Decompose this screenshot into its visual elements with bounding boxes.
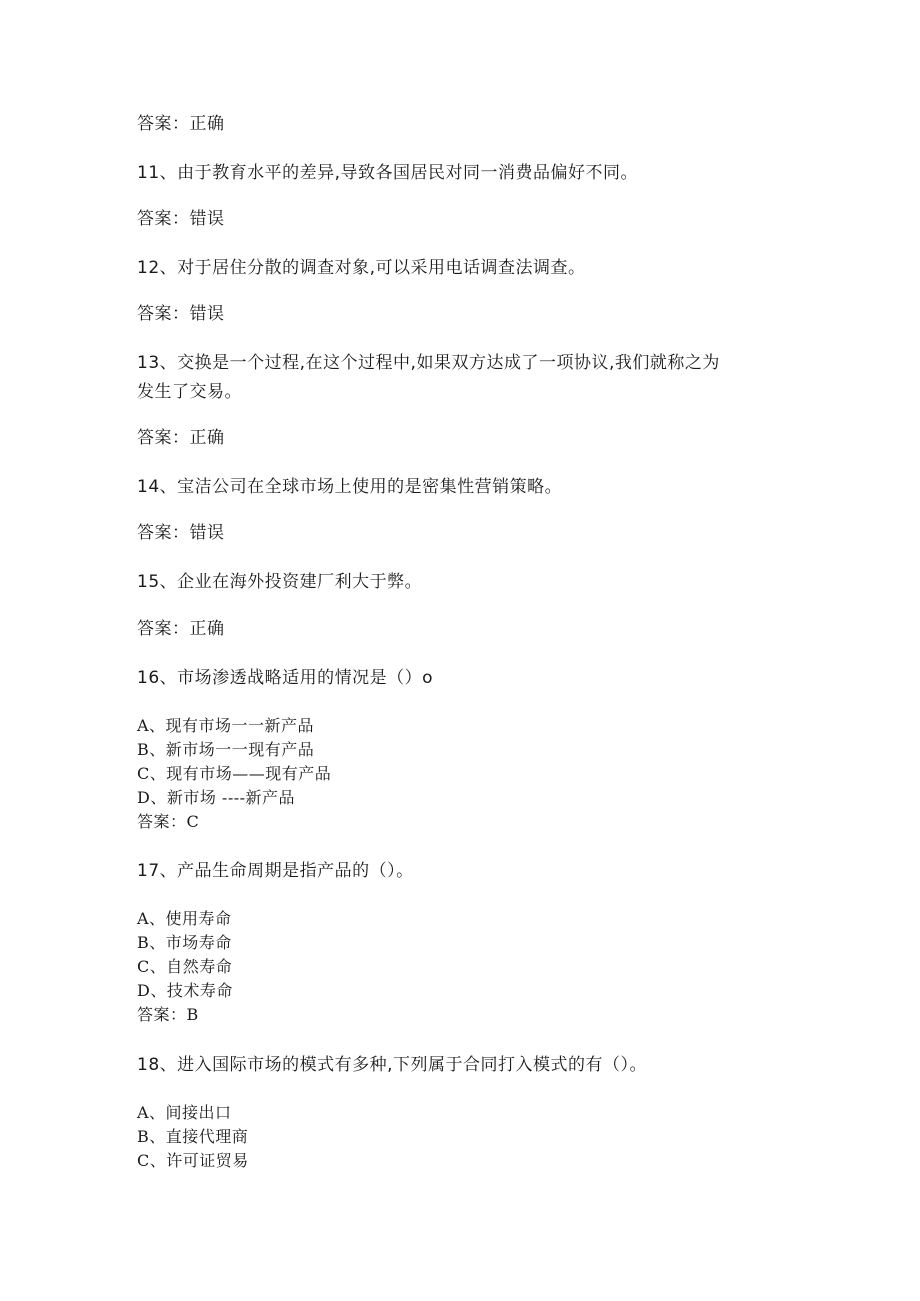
question-16-option-b: B、新市场一一现有产品: [137, 740, 315, 759]
question-17: 17、产品生命周期是指产品的（）。: [137, 861, 414, 881]
question-16-option-c: C、现有市场——现有产品: [137, 764, 332, 783]
question-11: 11、由于教育水平的差异,导致各国居民对同一消费品偏好不同。: [137, 163, 639, 183]
question-13-line-1: 13、交换是一个过程,在这个过程中,如果双方达成了一项协议,我们就称之为: [137, 353, 720, 373]
answer-10: 答案：正确: [137, 114, 225, 134]
question-15: 15、企业在海外投资建厂利大于弊。: [137, 572, 423, 592]
question-12: 12、对于居住分散的调查对象,可以采用电话调查法调查。: [137, 258, 586, 278]
answer-14: 答案：错误: [137, 523, 225, 543]
question-16: 16、市场渗透战略适用的情况是（）o: [137, 668, 434, 688]
answer-12: 答案：错误: [137, 304, 225, 324]
question-17-option-a: A、使用寿命: [137, 909, 232, 928]
question-18-option-a: A、间接出口: [137, 1103, 232, 1122]
answer-13: 答案：正确: [137, 428, 225, 448]
question-16-option-a: A、现有市场一一新产品: [137, 716, 315, 735]
answer-15: 答案：正确: [137, 619, 225, 639]
question-18: 18、进入国际市场的模式有多种,下列属于合同打入模式的有（）。: [137, 1055, 648, 1075]
question-14: 14、宝洁公司在全球市场上使用的是密集性营销策略。: [137, 477, 563, 497]
question-18-option-c: C、许可证贸易: [137, 1151, 249, 1170]
answer-16: 答案：C: [137, 812, 200, 831]
question-17-option-b: B、市场寿命: [137, 933, 232, 952]
question-16-option-d: D、新市场 ----新产品: [137, 788, 296, 807]
question-17-option-c: C、自然寿命: [137, 957, 233, 976]
answer-11: 答案：错误: [137, 209, 225, 229]
question-13-line-2: 发生了交易。: [137, 382, 242, 402]
question-18-option-b: B、直接代理商: [137, 1127, 249, 1146]
answer-17: 答案：B: [137, 1005, 199, 1024]
question-17-option-d: D、技术寿命: [137, 981, 233, 1000]
